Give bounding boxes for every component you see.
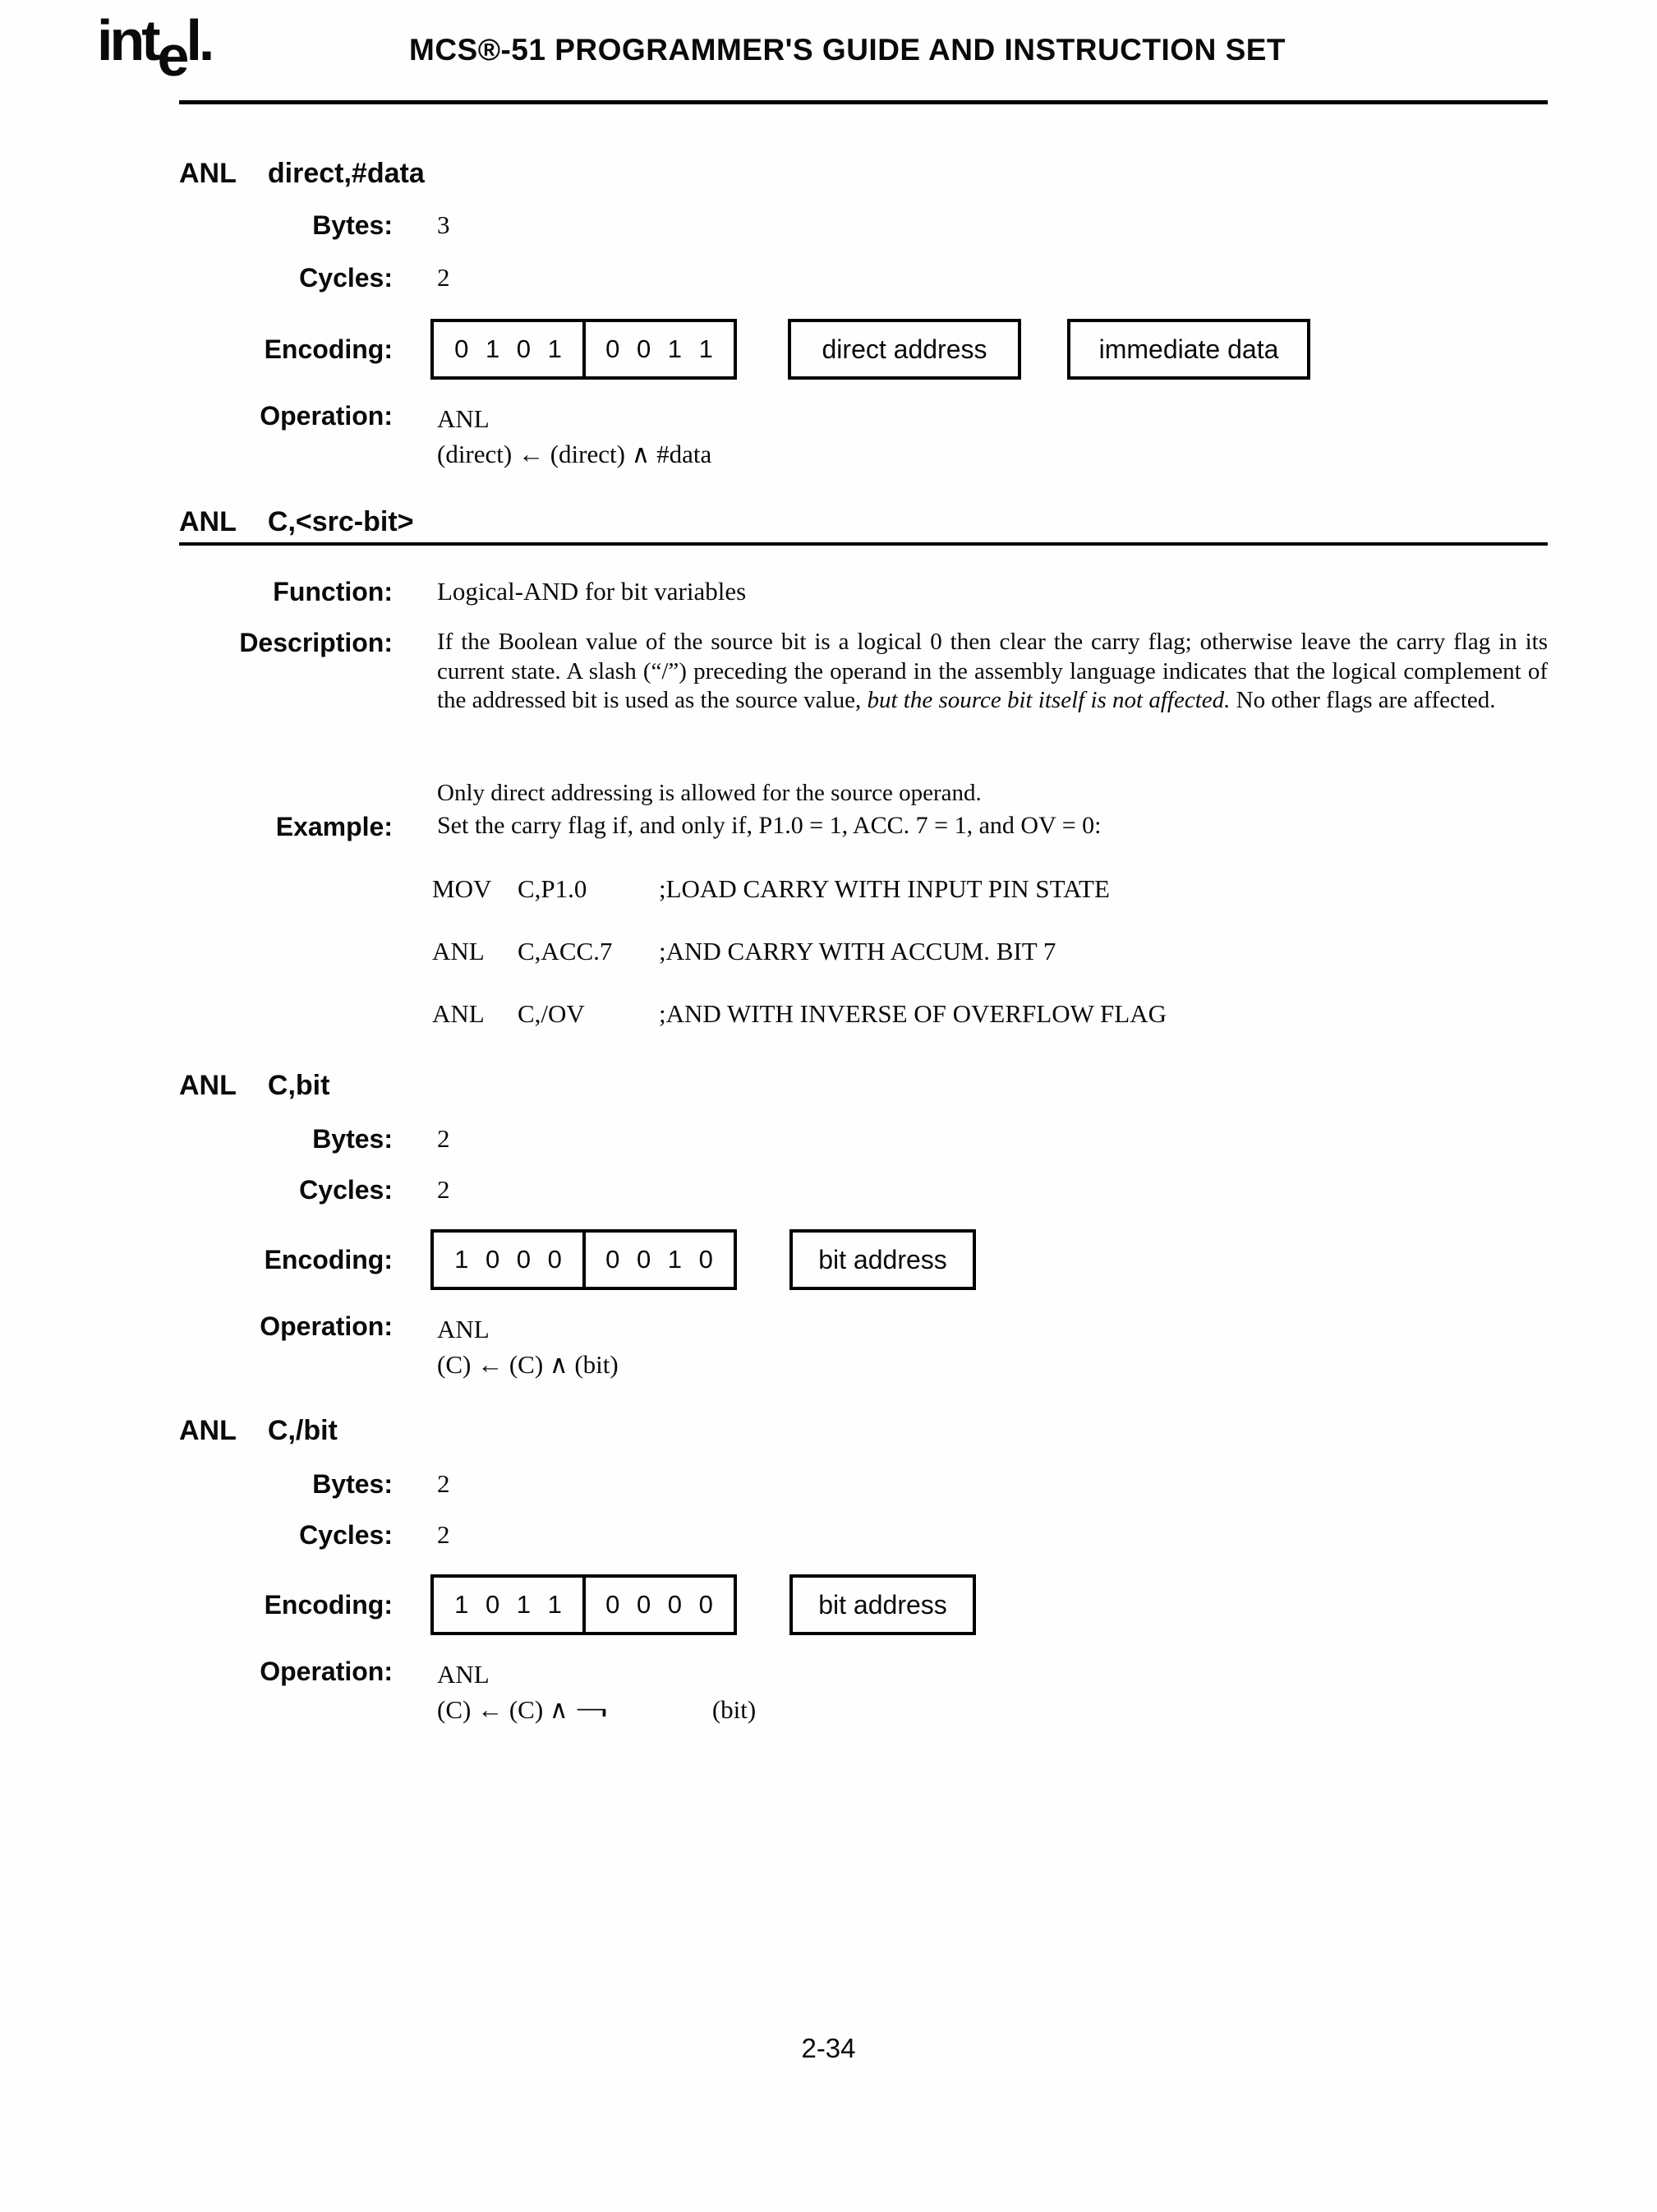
immediate-data-box: immediate data <box>1067 319 1310 380</box>
operation-line2: (direct) ← (direct) ∧ #data <box>437 440 712 468</box>
operation-row <box>0 1657 756 1727</box>
description-row <box>0 628 1548 716</box>
function-value: Logical-AND for bit variables <box>437 577 747 606</box>
bytes-value: 3 <box>437 210 450 239</box>
encoding-row <box>0 1574 976 1635</box>
bytes-row <box>0 1124 450 1154</box>
bit-address-box: bit address <box>789 1229 976 1290</box>
instruction-operands: C,/bit <box>267 1415 338 1446</box>
cycles-row <box>0 1520 450 1551</box>
instruction-mnemonic: ANL <box>179 1415 237 1446</box>
cycles-label: Cycles: <box>299 1520 393 1550</box>
cycles-value: 2 <box>437 1175 450 1204</box>
instruction-operands: C,bit <box>267 1070 330 1101</box>
instruction-heading-anl-c-bit <box>179 1071 329 1099</box>
cycles-label: Cycles: <box>299 1175 393 1205</box>
operation-line1: ANL <box>437 404 490 433</box>
example-label: Example: <box>275 812 393 841</box>
logo-text-int: int <box>97 8 158 72</box>
operation-content <box>437 1311 619 1382</box>
example-intro: Set the carry flag if, and only if, P1.0 = 1, ACC. 7 = 1, and OV = 0: <box>437 812 1102 839</box>
operation-line2-expression: (C) ← (C) ∧ <box>437 1695 575 1724</box>
operation-row <box>0 1311 619 1382</box>
code-mnemonic: MOV <box>432 874 492 903</box>
instruction-heading-anl-c-slashbit <box>179 1417 338 1445</box>
operation-label: Operation: <box>260 1311 393 1341</box>
opcode-low-nibble: 0 0 0 0 <box>582 1574 737 1635</box>
opcode-box <box>430 1229 737 1290</box>
intel-logo <box>97 8 215 88</box>
operation-line2-bit-operand: (bit) <box>711 1695 757 1724</box>
code-comment: ;AND CARRY WITH ACCUM. BIT 7 <box>659 937 1056 965</box>
logo-text-l: l <box>186 8 199 72</box>
cycles-row <box>0 1175 450 1205</box>
code-operand: C,P1.0 <box>518 874 587 903</box>
instruction-mnemonic: ANL <box>179 506 237 537</box>
opcode-high-nibble: 1 0 1 1 <box>430 1574 586 1635</box>
bytes-label: Bytes: <box>312 1124 393 1154</box>
code-line <box>432 937 1056 966</box>
not-sign: ¬ <box>574 1693 610 1726</box>
bytes-row <box>0 210 450 241</box>
opcode-low-nibble: 0 0 1 1 <box>582 319 737 380</box>
cycles-value: 2 <box>437 1520 450 1549</box>
operation-line1: ANL <box>437 1315 490 1343</box>
description-paragraph <box>437 628 1548 716</box>
code-comment: ;LOAD CARRY WITH INPUT PIN STATE <box>659 874 1110 903</box>
opcode-box <box>430 319 737 380</box>
function-label: Function: <box>273 577 393 606</box>
description-italic-text: but the source bit itself is not affected. <box>867 687 1231 713</box>
code-mnemonic: ANL <box>432 999 485 1028</box>
description-note: Only direct addressing is allowed for the source operand. <box>437 780 982 806</box>
code-line <box>432 874 1110 904</box>
opcode-low-nibble: 0 0 1 0 <box>582 1229 737 1290</box>
code-mnemonic: ANL <box>432 937 485 965</box>
instruction-heading-anl-c-srcbit <box>179 508 414 536</box>
header-rule <box>179 100 1548 104</box>
encoding-row <box>0 319 1310 380</box>
encoding-row <box>0 1229 976 1290</box>
description-text: If the Boolean value of the source bit is a logical 0 then clear the carry flag; otherwise leave the carry flag in its current state. A slash (“/”) preceding the operand in the assembly language indicates that the logical complement of the addressed bit is used as the source value, <box>437 629 1548 713</box>
instruction-mnemonic: ANL <box>179 158 237 189</box>
encoding-label: Encoding: <box>264 334 393 364</box>
code-comment: ;AND WITH INVERSE OF OVERFLOW FLAG <box>659 999 1167 1028</box>
cycles-label: Cycles: <box>299 263 393 293</box>
example-row <box>0 812 1101 842</box>
cycles-value: 2 <box>437 263 450 292</box>
instruction-mnemonic: ANL <box>179 1070 237 1101</box>
code-line <box>432 999 1167 1029</box>
function-row <box>0 577 746 607</box>
description-text: No other flags are affected. <box>1230 687 1496 713</box>
encoding-label: Encoding: <box>264 1244 393 1274</box>
operation-content <box>437 401 711 472</box>
instruction-operands: direct,#data <box>267 158 425 189</box>
opcode-high-nibble: 0 1 0 1 <box>430 319 586 380</box>
description-label: Description: <box>239 628 393 657</box>
operation-content <box>437 1657 756 1727</box>
operation-label: Operation: <box>260 401 393 431</box>
code-operand: C,ACC.7 <box>518 937 613 965</box>
page-title: MCS®-51 PROGRAMMER'S GUIDE AND INSTRUCTION SET <box>409 33 1286 67</box>
bytes-label: Bytes: <box>312 210 393 240</box>
operation-line2 <box>437 1692 756 1727</box>
operation-row <box>0 401 711 472</box>
logo-dot: . <box>198 8 215 72</box>
page-number: 2-34 <box>801 2033 856 2063</box>
bytes-value: 2 <box>437 1124 450 1153</box>
code-operand: C,/OV <box>518 999 585 1028</box>
operation-line1: ANL <box>437 1660 490 1689</box>
logo-text-e: e <box>157 24 186 88</box>
bytes-value: 2 <box>437 1469 450 1498</box>
operation-label: Operation: <box>260 1657 393 1686</box>
encoding-label: Encoding: <box>264 1589 393 1620</box>
cycles-row <box>0 263 450 293</box>
bytes-row <box>0 1469 450 1500</box>
operation-line2: (C) ← (C) ∧ (bit) <box>437 1350 619 1379</box>
bytes-label: Bytes: <box>312 1469 393 1499</box>
opcode-high-nibble: 1 0 0 0 <box>430 1229 586 1290</box>
opcode-box <box>430 1574 737 1635</box>
bit-address-box: bit address <box>789 1574 976 1635</box>
direct-address-box: direct address <box>788 319 1021 380</box>
section-rule <box>179 542 1548 546</box>
instruction-operands: C,<src-bit> <box>267 506 414 537</box>
instruction-heading-anl-direct-data <box>179 159 425 187</box>
